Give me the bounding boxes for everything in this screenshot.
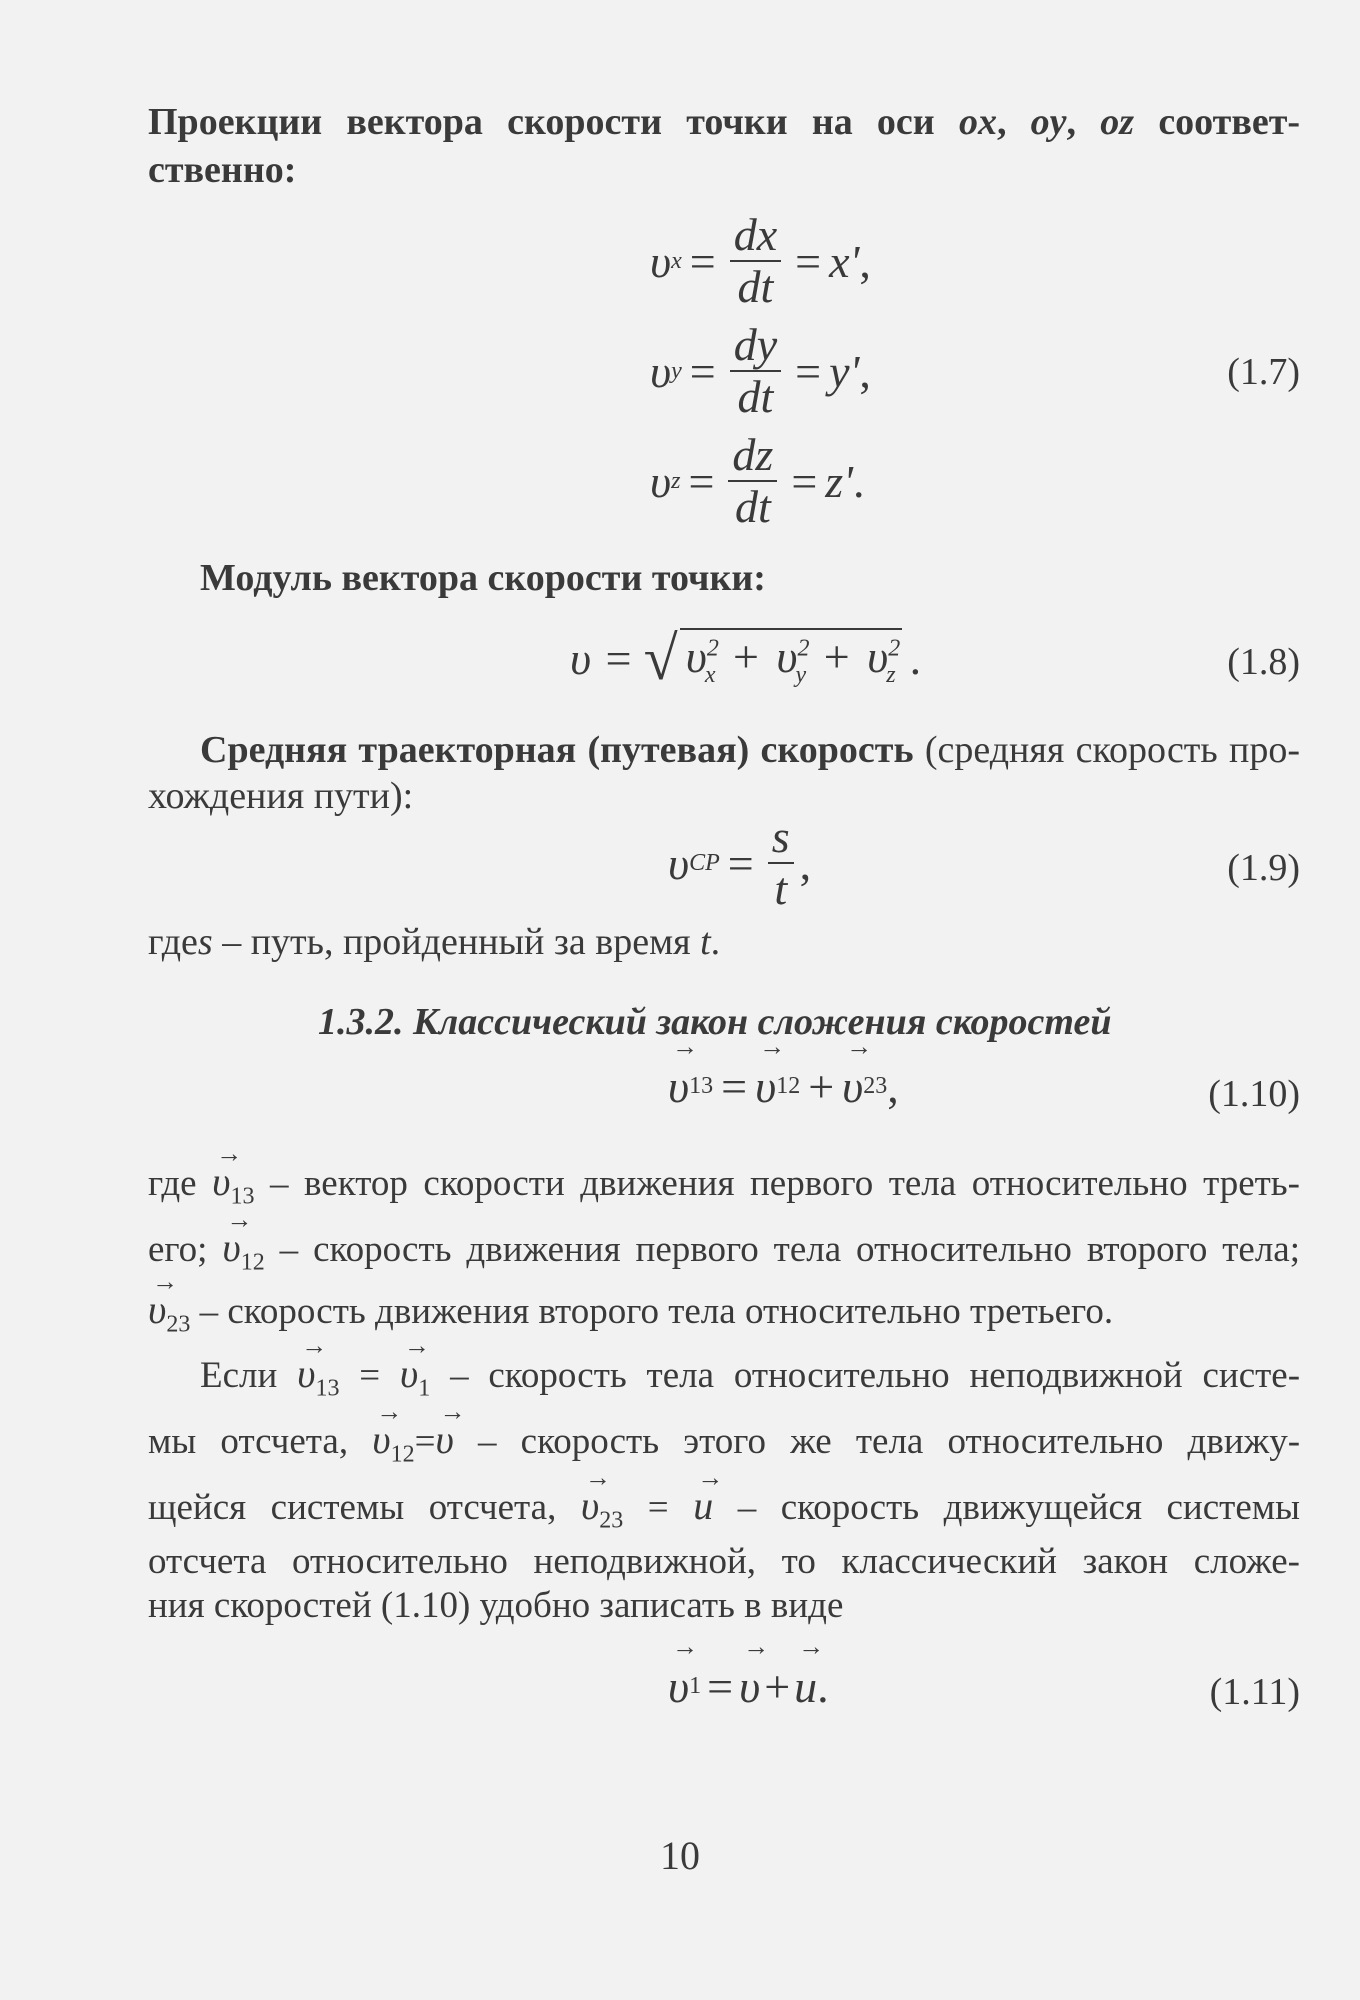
projections-heading-line2: ственно: <box>148 149 297 191</box>
eq-1-11: → υ 1 = → υ + → u . <box>668 1660 829 1713</box>
section-title: 1.3.2. Классический закон сложения скоростей <box>318 1001 1112 1043</box>
eq-1-7-row-x: υ x = $\frac{dx}{dt}$ = x' , <box>650 209 871 312</box>
modulus-heading: Модуль вектора скорости точки: <box>200 557 766 599</box>
equation-number: (1.8) <box>1227 641 1300 683</box>
where-line1: где → $\upsilon_{13}$ – вектор скорости движения первого тела относительно треть- <box>148 1160 1300 1218</box>
eq-1-7-row-y: υ y = $\frac{dy}{dt}$ = y' , <box>650 319 871 422</box>
if-line1: Если → $\upsilon_{13}$ = → $\upsilon_1$ – скорость тела относительно неподвижной систе- <box>200 1352 1300 1410</box>
if-line2: мы отсчета, → $\upsilon_{12}=\to \upsilon$ – скорость этого же тела относительно движу- <box>148 1418 1300 1476</box>
average-speed-line2: хождения пути): <box>148 775 414 817</box>
eq-1-10: → υ 13 = → υ 12 + → υ 23 , <box>668 1060 899 1113</box>
equation-number: (1.7) <box>1227 351 1300 393</box>
if-line3: щейся системы отсчета, → $\upsilon_{23}$ = → u – скорость движущейся системы <box>148 1484 1300 1542</box>
where-s-text: гдеs – путь, пройденный за время t. <box>148 921 721 963</box>
eq-1-7-row-z: υ z = $\frac{dz}{dt}$ = z' . <box>650 429 865 532</box>
where-line2: его; → $\upsilon_{12}$ – скорость движения первого тела относительно второго тела; <box>148 1226 1300 1284</box>
where-line3: → $\upsilon_{23}$ – скорость движения второго тела относительно третьего. <box>148 1288 1300 1346</box>
if-line4: отсчета относительно неподвижной, то классический закон сложе- <box>148 1541 1300 1582</box>
equation-number: (1.10) <box>1208 1073 1300 1115</box>
eq-1-8: υ = √ $\upsilon^2_x + \upsilon^2_y + \upsilon^2_z$ . <box>570 624 922 693</box>
average-speed-line1: Средняя траекторная (путевая) скорость (средняя скорость про- <box>200 729 1300 771</box>
equation-number: (1.11) <box>1209 1671 1300 1713</box>
eq-1-9: υ CP = $\frac{s}{t}$ , <box>668 811 812 914</box>
projections-heading-line1: Проекции вектора скорости точки на оси ox, oy, oz соответ- <box>148 101 1301 143</box>
page-number: 10 <box>660 1833 700 1878</box>
equation-number: (1.9) <box>1227 847 1300 889</box>
if-line5: ния скоростей (1.10) удобно записать в виде <box>148 1585 844 1626</box>
